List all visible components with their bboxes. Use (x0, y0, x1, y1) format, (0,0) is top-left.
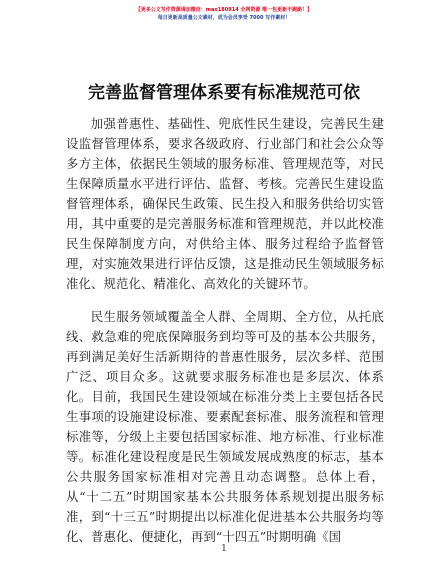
paragraph-1: 加强普惠性、基础性、兜底性民生建设，完善民生建设监督管理体系，要求各级政府、行业部门和社会公众等多方主体，依据民生领域的服务标准、管理规范等，对民生保障质量水平进行评估、监督、考核。完善民生建设监督管理体系，确保民生政策、民生投入和服务供给切实管用，其中重要的是完善服务标准和管理规范，并以此校准民生保障制度方向，对供给主体、服务过程给予监督管理，对实施效果进行评估反馈，这是推动民生领域服务标准化、规范化、精准化、高效化的关键环节。 (66, 116, 384, 291)
promo-banner (0, 6, 448, 22)
document-title: 完善监督管理体系要有标准规范可依 (88, 83, 360, 103)
promo-banner-line-1: 【更多公文写作资源请加微信：mao180914 全网资源 唯一包更新不跑路！】 (135, 7, 313, 13)
promo-banner-line-2: 每日更新高质量公文素材，成为会员享受 7000 写作素材！ (157, 15, 291, 21)
paragraph-2: 民生服务领域覆盖全人群、全周期、全方位，从托底线、救急难的兜底保障服务到均等可及的基本公共服务，再到满足美好生活新期待的普惠性服务，层次多样、范围广泛、项目众多。这就要求服务标准也是多层次、体系化。目前，我国民生建设领域在标准分类上主要包括各民生事项的设施建设标准、要素配套标准、服务流程和管理标准等，分级上主要包括国家标准、地方标准、行业标准等。标准化建设程度是民生领域发展成熟度的标志，基本公共服务国家标准相对完善且动态调整。总体上看，从“十二五”时期国家基本公共服务体系规划提出服务标准，到“十三五”时期提出以标准化促进基本公共服务均等化、普惠化、便捷化，再到“十四五”时期明确《国 (66, 309, 384, 544)
page-number: 1 (221, 544, 227, 554)
document-body (66, 114, 384, 547)
